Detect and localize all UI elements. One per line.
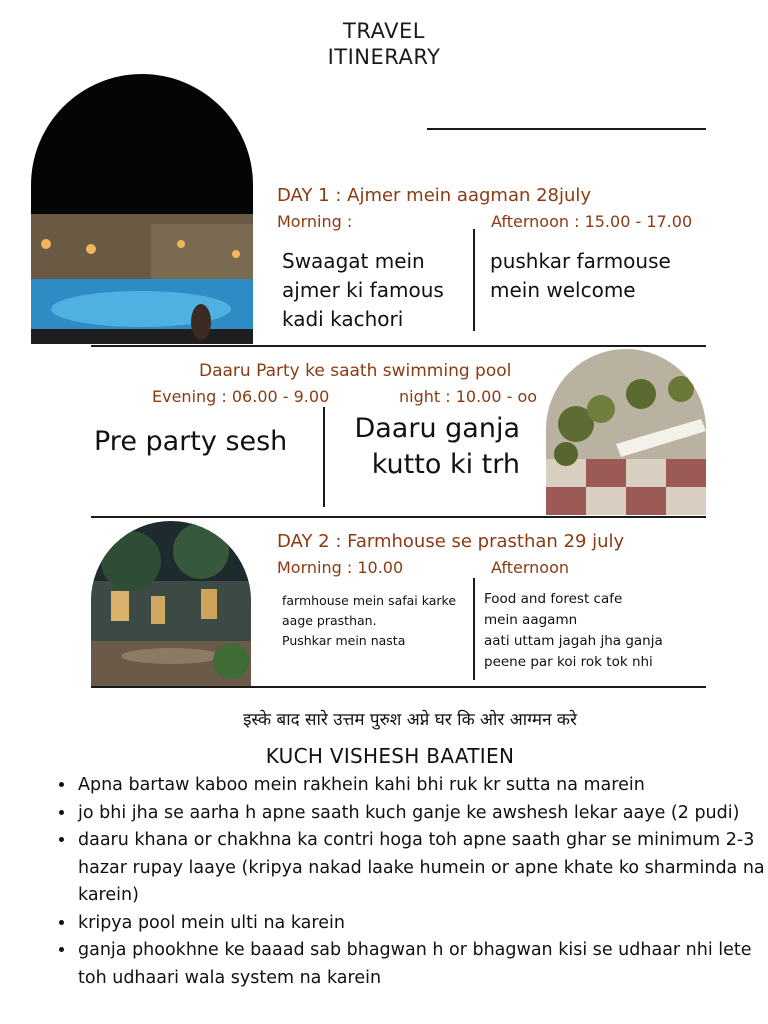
evening-text: Pre party sesh	[94, 426, 288, 457]
day2-morning-line: aage prasthan.	[282, 613, 377, 628]
day1-heading: DAY 1 : Ajmer mein aagman 28july	[277, 185, 592, 206]
day1-divider	[473, 229, 475, 331]
night-text	[340, 411, 520, 483]
title-line-2: ITINERARY	[327, 45, 441, 69]
day1-afternoon-label: Afternoon : 15.00 - 17.00	[491, 212, 693, 231]
notes-title: KUCH VISHESH BAATIEN	[265, 744, 515, 768]
joint-photo	[546, 349, 706, 515]
day1-morning-label: Morning :	[277, 212, 353, 231]
day2-afternoon-line: mein aagamn	[484, 612, 578, 628]
night-label: night : 10.00 - oo	[399, 387, 538, 406]
day1-afternoon-line: pushkar farmouse	[490, 249, 671, 273]
day1-morning-text	[282, 247, 444, 334]
day1-afternoon-text	[490, 247, 671, 305]
day2-afternoon-line: aati uttam jagah jha ganja	[484, 633, 663, 649]
day2-heading: DAY 2 : Farmhouse se prasthan 29 july	[277, 531, 625, 552]
day2-divider	[473, 578, 475, 680]
night-line: Daaru ganja	[354, 413, 520, 444]
day2-afternoon-text	[484, 589, 663, 673]
section-rule-1	[91, 345, 706, 347]
closing-line: इस्के बाद सारे उत्तम पुरुश अप्ने घर कि ओर आग्मन करे	[243, 710, 577, 730]
day2-morning-label: Morning : 10.00	[277, 558, 404, 577]
day2-afternoon-line: Food and forest cafe	[484, 591, 623, 607]
day2-morning-line: farmhouse mein safai karke	[282, 593, 457, 608]
day1-morning-line: ajmer ki famous	[282, 278, 444, 302]
day2-morning-line: Pushkar mein nasta	[282, 633, 406, 648]
section-rule-3	[91, 686, 706, 688]
day1-morning-line: kadi kachori	[282, 307, 404, 331]
title-underline	[427, 128, 706, 130]
day2-afternoon-line: peene par koi rok tok nhi	[484, 654, 653, 670]
farmhouse-photo	[91, 521, 251, 686]
notes-item: • Apna bartaw kaboo mein rakhein kahi bhi ruk kr sutta na marein	[76, 772, 766, 800]
notes-item: • kripya pool mein ulti na karein	[76, 910, 766, 938]
party-divider	[323, 407, 325, 507]
night-line: kutto ki trh	[371, 449, 520, 480]
title-line-1: TRAVEL	[343, 19, 425, 43]
party-heading: Daaru Party ke saath swimming pool	[199, 361, 512, 381]
page-title	[0, 18, 768, 70]
pool-photo	[31, 74, 253, 344]
notes-list	[52, 772, 766, 992]
notes-item: • ganja phookhne ke baaad sab bhagwan h or bhagwan kisi se udhaar nhi lete toh udhaari wala system na karein	[76, 937, 766, 992]
day1-morning-line: Swaagat mein	[282, 249, 425, 273]
day1-afternoon-line: mein welcome	[490, 278, 636, 302]
notes-item: • jo bhi jha se aarha h apne saath kuch ganje ke awshesh lekar aaye (2 pudi)	[76, 800, 766, 828]
section-rule-2	[91, 516, 706, 518]
evening-label: Evening : 06.00 - 9.00	[152, 387, 330, 406]
day2-afternoon-label: Afternoon	[491, 558, 569, 577]
day2-morning-text	[282, 591, 456, 651]
notes-item: • daaru khana or chakhna ka contri hoga toh apne saath ghar se minimum 2-3 hazar rupay laaye (kripya nakad laake humein or apne khate ko sharminda na karein)	[76, 827, 766, 910]
